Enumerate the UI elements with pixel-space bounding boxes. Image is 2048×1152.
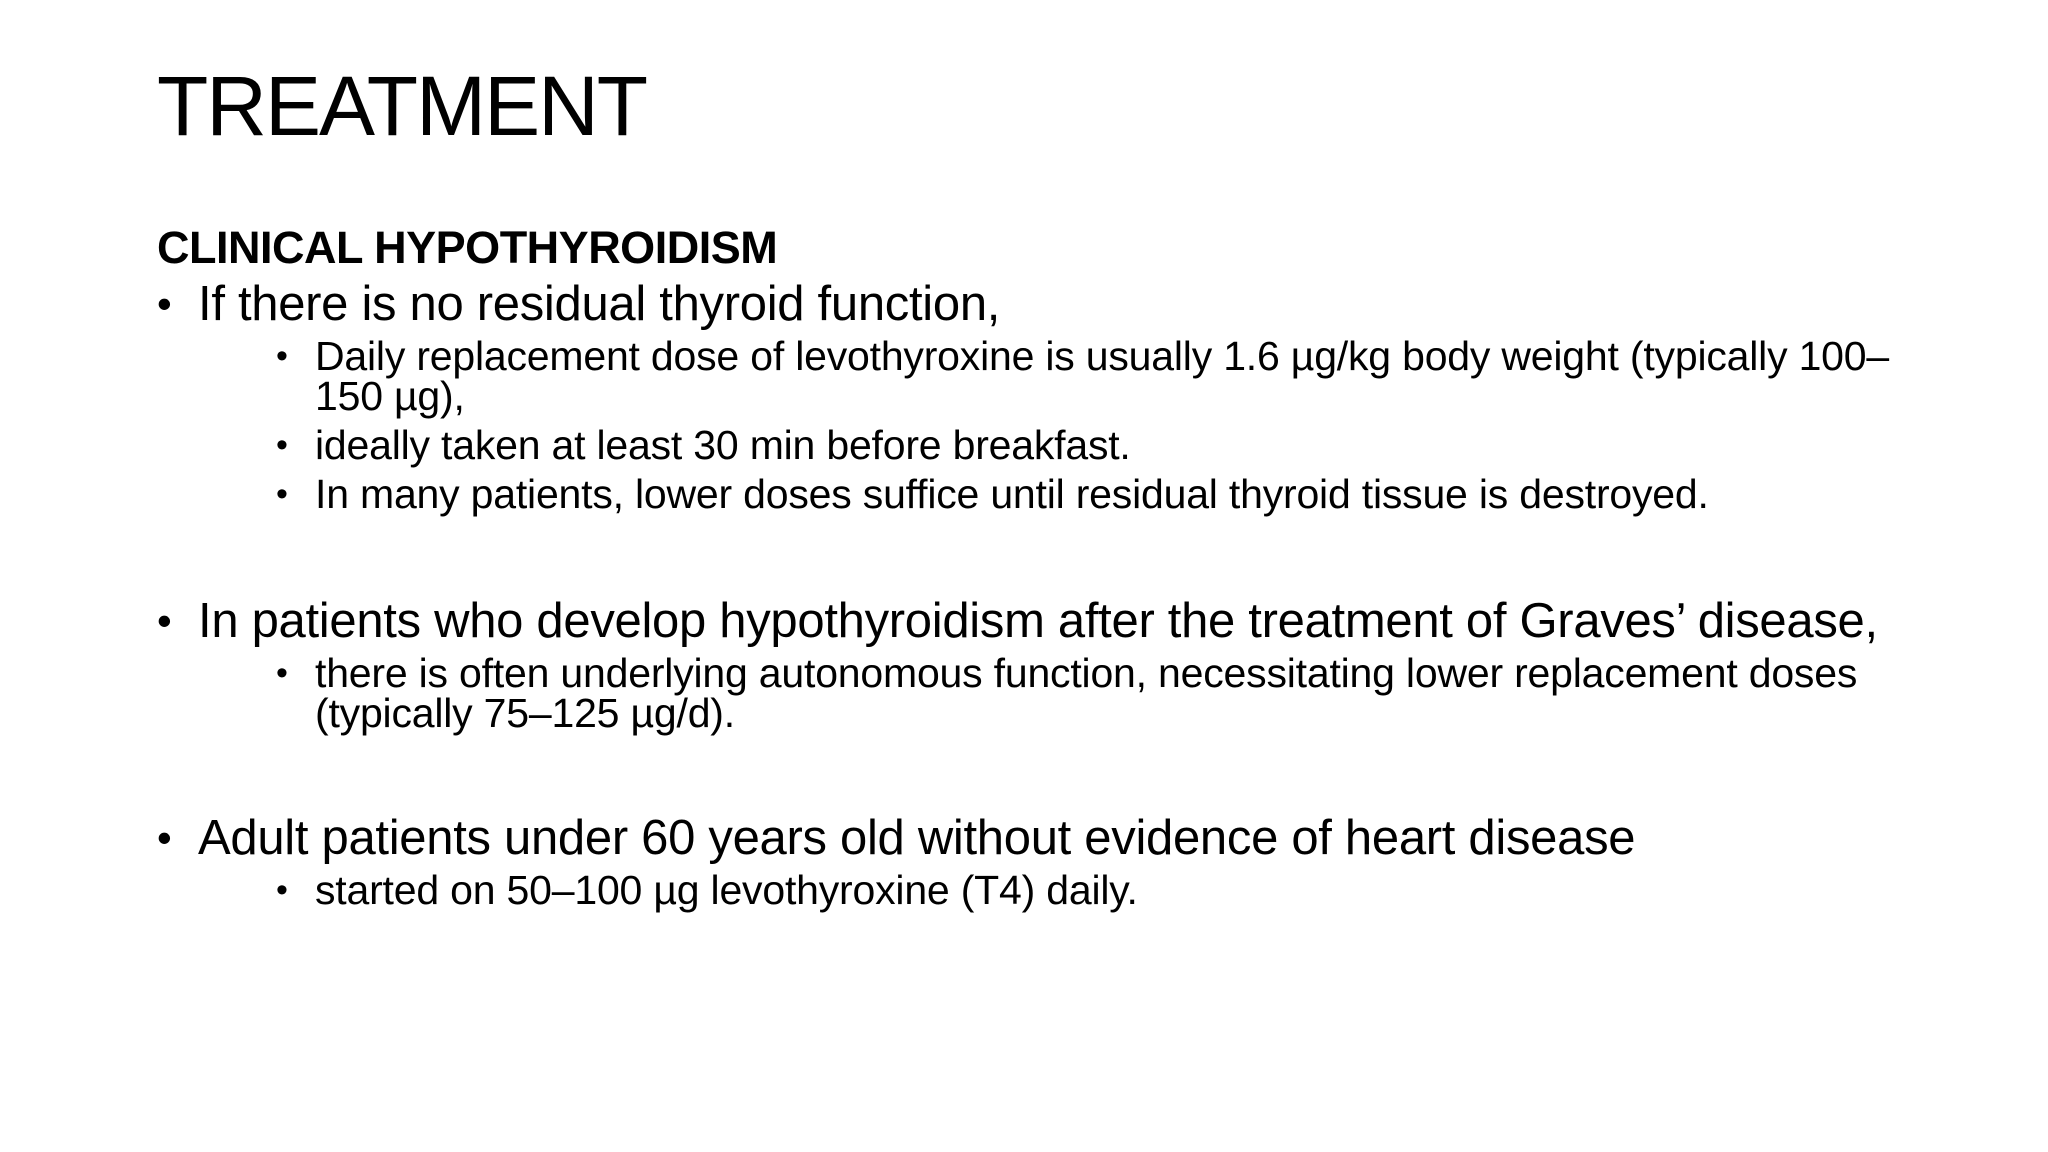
- bullet-text: Adult patients under 60 years old without evidence of heart disease: [198, 811, 1636, 865]
- sub-bullet-item: [198, 333, 1897, 419]
- sub-bullet-item: [198, 422, 1897, 468]
- bullet-text: If there is no residual thyroid function,: [198, 277, 1001, 331]
- bullet-text: In patients who develop hypothyroidism after the treatment of Graves’ disease,: [198, 594, 1878, 648]
- sub-bullet-text: there is often underlying autonomous function, necessitating lower replacement doses (typically 75–125 µg/d).: [315, 650, 1858, 736]
- spacer: [157, 523, 1897, 597]
- sub-bullet-item: [198, 471, 1897, 517]
- sub-bullet-text: ideally taken at least 30 min before breakfast.: [315, 422, 1131, 468]
- sub-bullet-list: [198, 333, 1897, 517]
- bullet-item: [157, 277, 1897, 517]
- bullet-item: [157, 594, 1897, 736]
- sub-bullet-icon: •: [276, 654, 288, 692]
- sub-bullet-list: [198, 650, 1897, 736]
- bullet-icon: •: [157, 814, 172, 861]
- sub-bullet-icon: •: [276, 871, 288, 909]
- section-heading: CLINICAL HYPOTHYROIDISM: [157, 222, 778, 273]
- bullet-list: [157, 277, 1897, 913]
- sub-bullet-icon: •: [276, 475, 288, 513]
- sub-bullet-text: started on 50–100 µg levothyroxine (T4) daily.: [315, 867, 1138, 913]
- bullet-icon: •: [157, 280, 172, 327]
- sub-bullet-item: [198, 650, 1897, 736]
- sub-bullet-text: Daily replacement dose of levothyroxine is usually 1.6 µg/kg body weight (typically 100–150 µg),: [315, 333, 1889, 419]
- sub-bullet-icon: •: [276, 337, 288, 375]
- sub-bullet-list: [198, 867, 1897, 913]
- sub-bullet-icon: •: [276, 426, 288, 464]
- bullet-icon: •: [157, 597, 172, 644]
- sub-bullet-text: In many patients, lower doses suffice until residual thyroid tissue is destroyed.: [315, 471, 1709, 517]
- sub-bullet-item: [198, 867, 1897, 913]
- slide-title: TREATMENT: [157, 59, 647, 153]
- bullet-item: [157, 811, 1897, 913]
- spacer: [157, 742, 1897, 814]
- slide-content: [157, 220, 1897, 919]
